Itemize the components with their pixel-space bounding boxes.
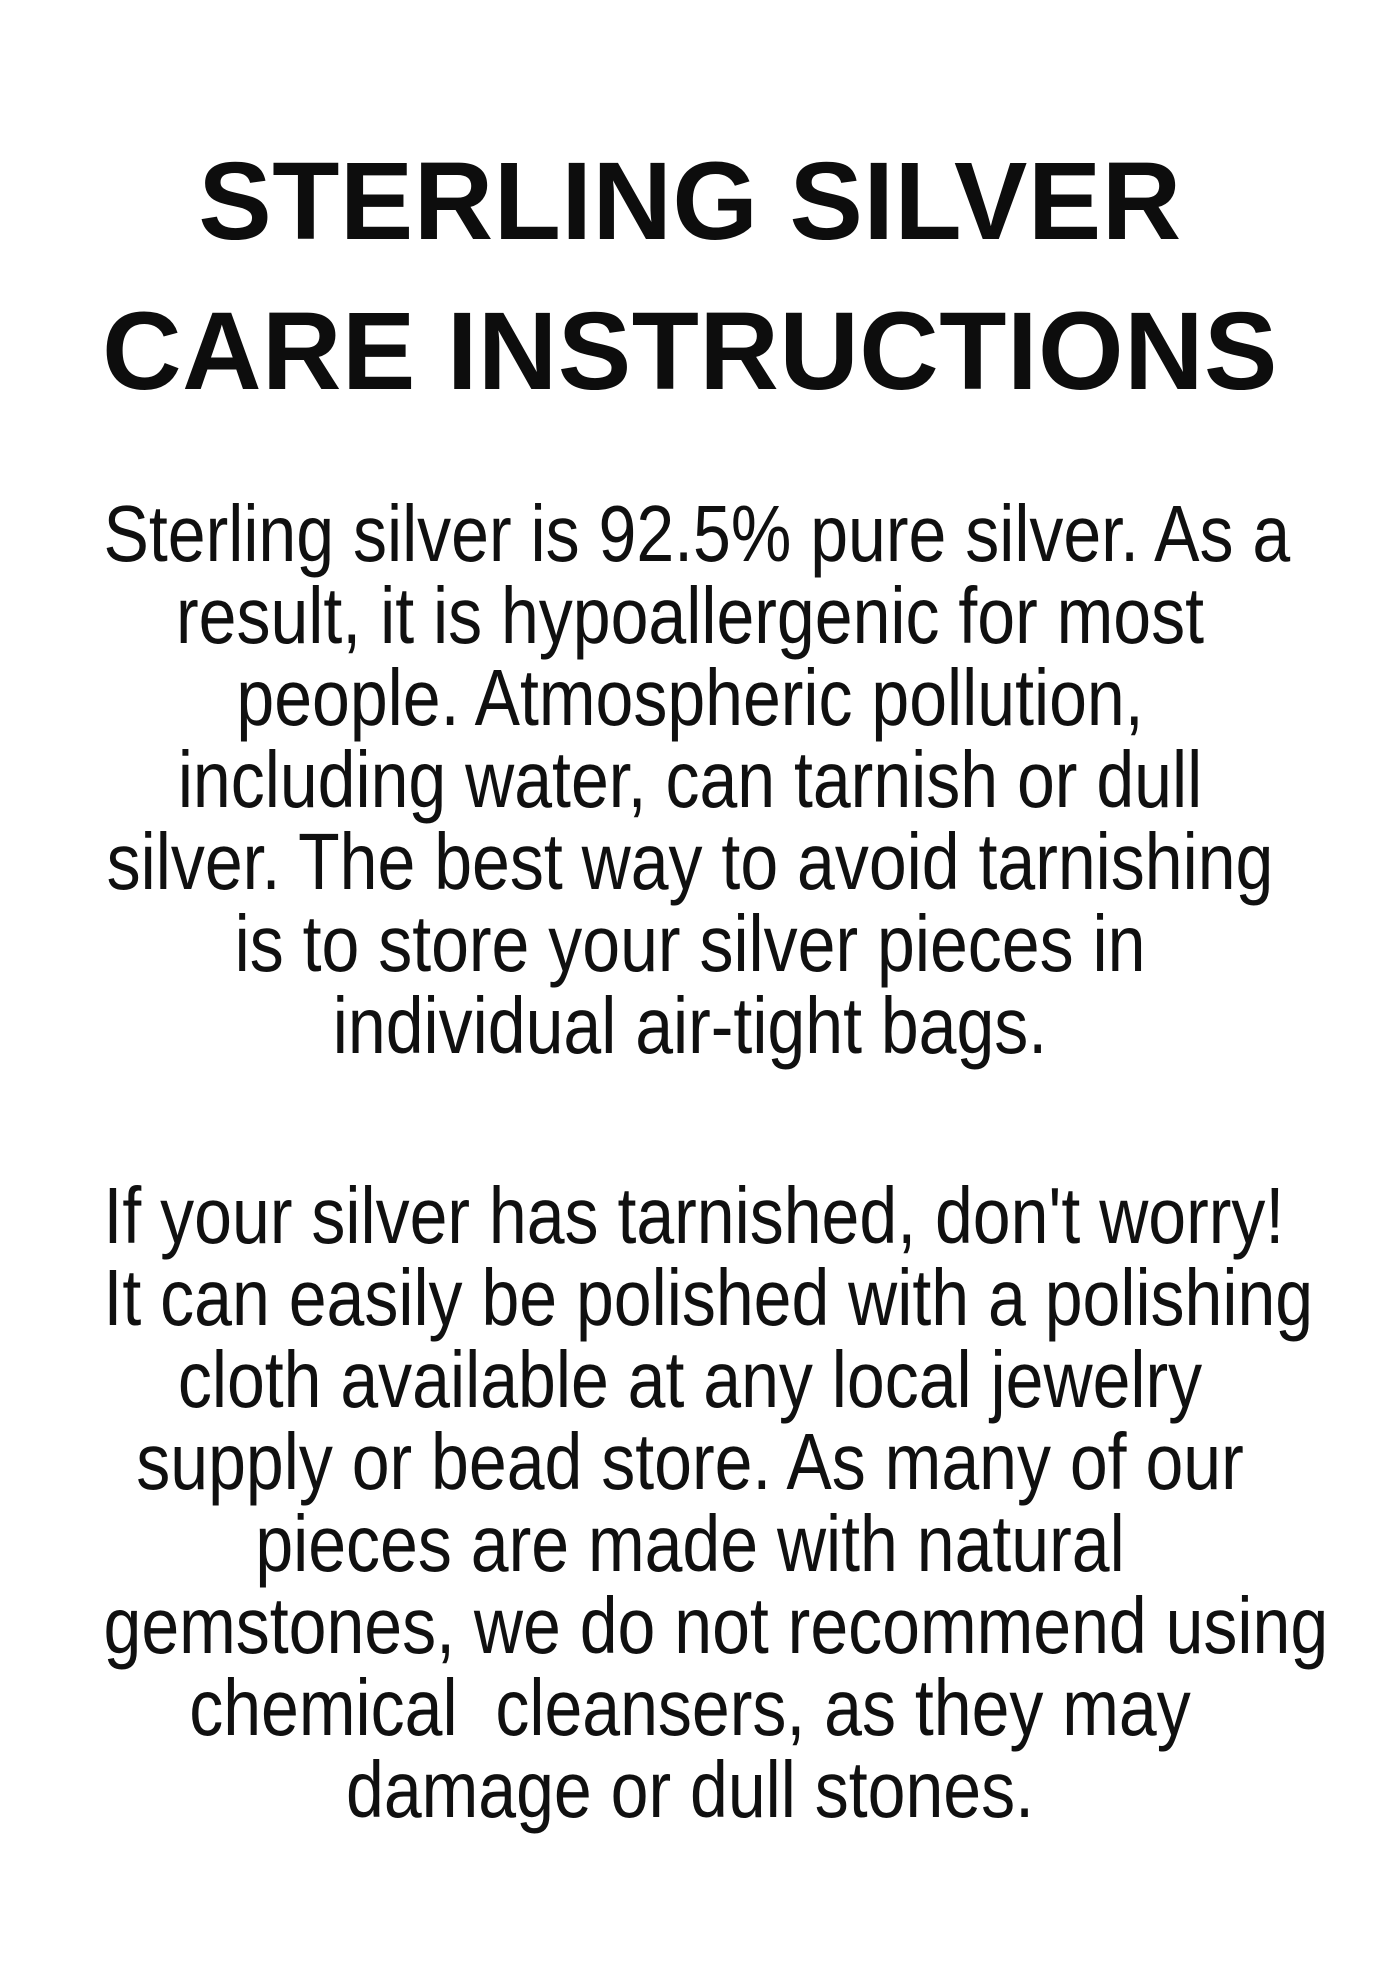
text-line: is to store your silver pieces in xyxy=(234,899,1146,988)
paragraph-tarnish-advice xyxy=(103,1171,1329,1834)
text-line: supply or bead store. As many of our xyxy=(136,1417,1244,1506)
text-line: silver. The best way to avoid tarnishing xyxy=(106,817,1274,906)
document-title xyxy=(0,127,1380,427)
text-line: damage or dull stones. xyxy=(346,1745,1034,1834)
title-line-1: STERLING SILVER xyxy=(198,140,1182,263)
text-line: If your silver has tarnished, don't worry! xyxy=(103,1171,1285,1260)
text-line: result, it is hypoallergenic for most xyxy=(176,571,1204,660)
text-line: chemical cleansers, as they may xyxy=(189,1663,1191,1752)
text-line: people. Atmospheric pollution, xyxy=(236,653,1144,742)
text-line: It can easily be polished with a polishing xyxy=(103,1253,1314,1342)
text-line: Sterling silver is 92.5% pure silver. As a xyxy=(103,489,1291,578)
paragraph-care-overview xyxy=(103,489,1291,1070)
text-line: gemstones, we do not recommend using xyxy=(103,1581,1329,1670)
body-text xyxy=(103,489,1329,1834)
text-line: cloth available at any local jewelry xyxy=(177,1335,1203,1424)
text-line: including water, can tarnish or dull xyxy=(177,735,1203,824)
text-line: individual air-tight bags. xyxy=(332,981,1048,1070)
text-line: pieces are made with natural xyxy=(255,1499,1125,1588)
title-line-2: CARE INSTRUCTIONS xyxy=(102,290,1278,413)
